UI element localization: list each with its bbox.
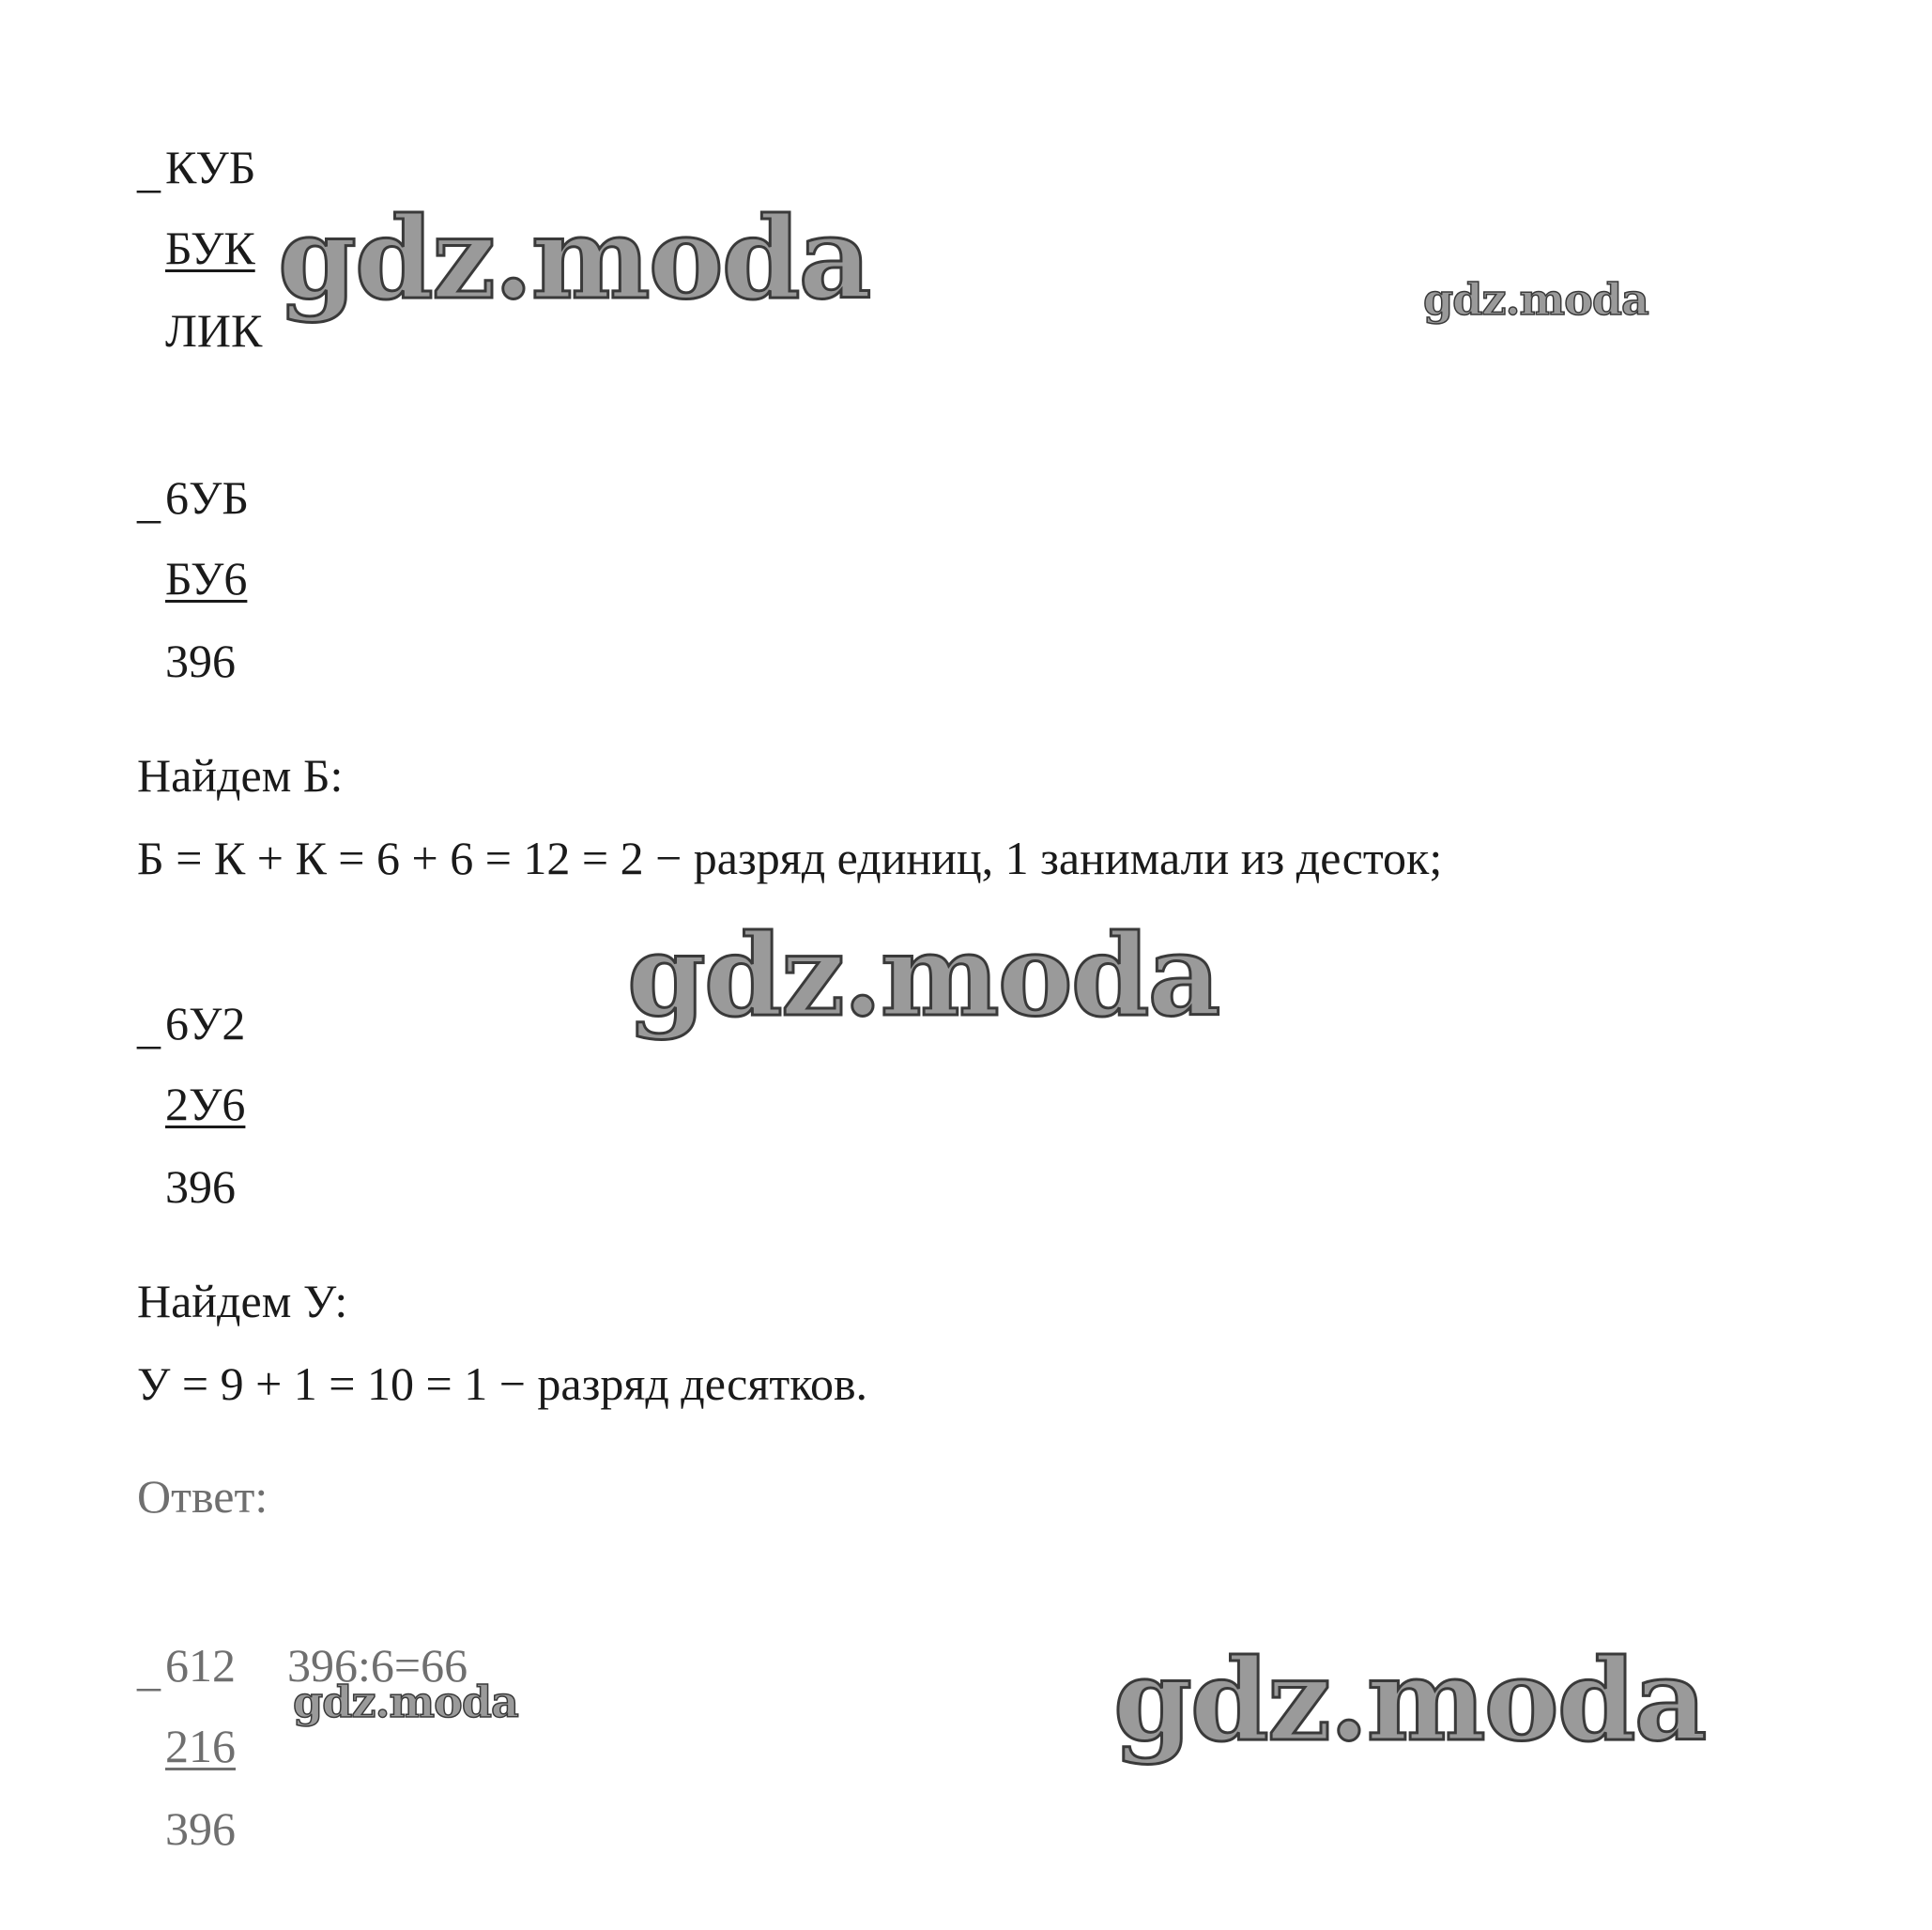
watermark-logo: gdz.moda xyxy=(1423,274,1648,325)
puzzle3-subtrahend: 2У6 xyxy=(165,1078,246,1130)
puzzle2-subtrahend: БУ6 xyxy=(165,552,248,605)
puzzle3-minuend: 6У2 xyxy=(165,997,246,1049)
puzzle1-result: ЛИК xyxy=(165,304,263,357)
puzzle3-result: 396 xyxy=(165,1160,236,1213)
minus-sign: _ xyxy=(137,1001,161,1053)
answer-minuend: 612 xyxy=(165,1639,236,1692)
find-b-heading: Найдем Б: xyxy=(137,749,344,802)
answer-subtrahend: 216 xyxy=(165,1720,236,1772)
puzzle2-result: 396 xyxy=(165,635,236,687)
watermark-logo: gdz.moda xyxy=(627,910,1219,1042)
watermark-logo: gdz.moda xyxy=(278,192,870,325)
answer-division: 396:6=66 xyxy=(287,1639,468,1692)
answer-result: 396 xyxy=(165,1802,236,1855)
puzzle1-subtrahend: БУК xyxy=(165,222,255,274)
puzzle1-minuend: КУБ xyxy=(165,141,256,193)
minus-sign: _ xyxy=(137,1643,161,1695)
watermark-logo: gdz.moda xyxy=(1113,1634,1706,1767)
puzzle2-minuend: 6УБ xyxy=(165,471,250,524)
find-b-line: Б = К + К = 6 + 6 = 12 = 2 − разряд единиц, 1 занимали из десток; xyxy=(137,832,1443,884)
find-u-line: У = 9 + 1 = 10 = 1 − разряд десятков. xyxy=(137,1357,868,1410)
watermark-logo: gdz.moda xyxy=(293,1677,518,1727)
answer-label: Ответ: xyxy=(137,1470,268,1523)
find-u-heading: Найдем У: xyxy=(137,1275,348,1327)
minus-sign: _ xyxy=(137,475,161,528)
minus-sign: _ xyxy=(137,145,161,197)
